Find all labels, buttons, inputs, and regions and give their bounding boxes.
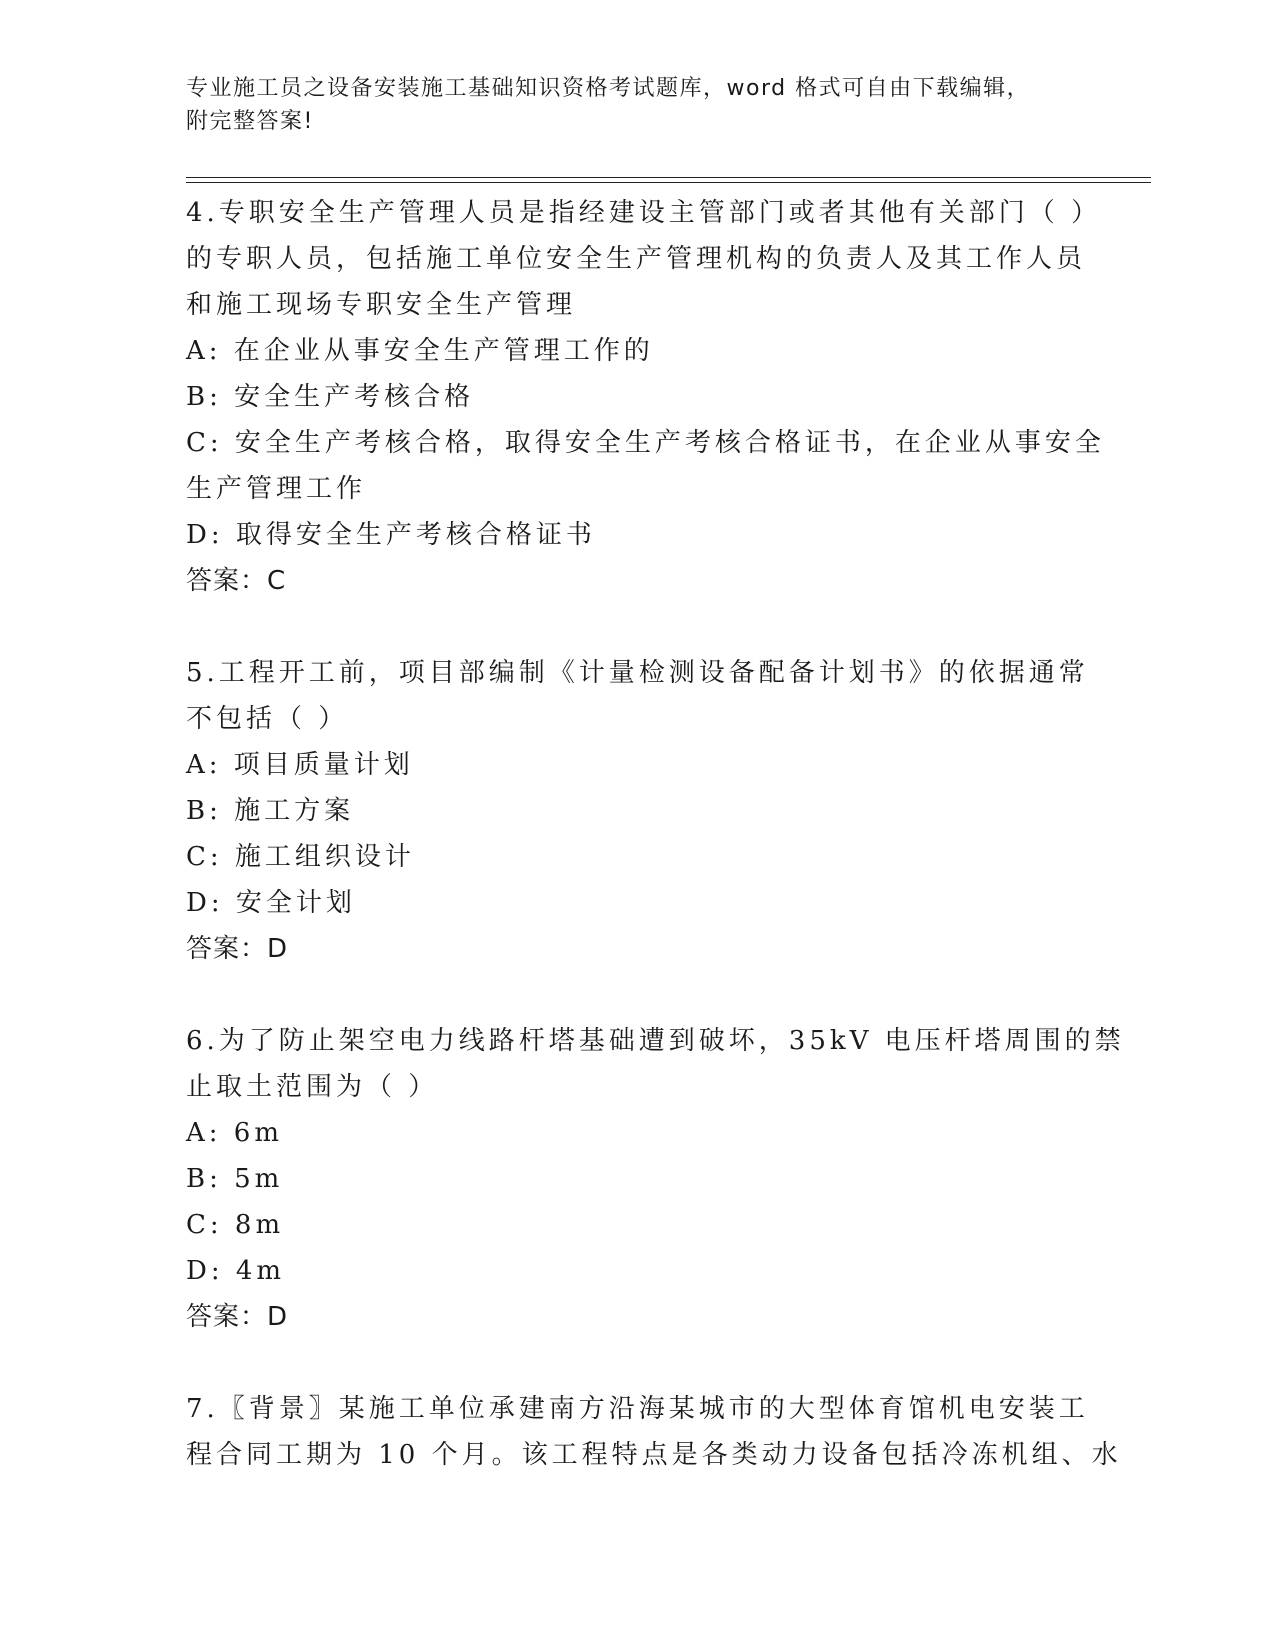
question-stem-line: 7.〖背景〗某施工单位承建南方沿海某城市的大型体育馆机电安装工 (186, 1394, 1089, 1424)
spacer (186, 1340, 1066, 1386)
option-a: A: 项目质量计划 (186, 750, 414, 780)
question-6 (186, 1018, 1125, 1340)
question-4 (186, 190, 1105, 604)
document-header (186, 72, 1066, 138)
option-c: C: 安全生产考核合格，取得安全生产考核合格证书，在企业从事安全 (186, 428, 1105, 458)
header-line-1: 专业施工员之设备安装施工基础知识资格考试题库，word 格式可自由下载编辑， (186, 76, 1031, 101)
question-5 (186, 650, 1089, 972)
option-b: B: 安全生产考核合格 (186, 382, 475, 412)
question-stem-line: 4.专职安全生产管理人员是指经建设主管部门或者其他有关部门（ ） (186, 198, 1102, 228)
question-stem-line: 和施工现场专职安全生产管理 (186, 290, 577, 320)
answer-label: 答案：D (186, 1302, 289, 1332)
option-c-continued: 生产管理工作 (186, 474, 367, 504)
option-c: C: 8m (186, 1210, 285, 1240)
question-stem-line: 5.工程开工前，项目部编制《计量检测设备配备计划书》的依据通常 (186, 658, 1089, 688)
option-b: B: 施工方案 (186, 796, 355, 826)
spacer (186, 972, 1066, 1018)
option-c: C: 施工组织设计 (186, 842, 415, 872)
answer-label: 答案：C (186, 566, 287, 596)
answer-label: 答案：D (186, 934, 289, 964)
option-d: D: 安全计划 (186, 888, 356, 918)
option-d: D: 4m (186, 1256, 286, 1286)
question-7 (186, 1386, 1122, 1478)
question-stem-line: 程合同工期为 10 个月。该工程特点是各类动力设备包括冷冻机组、水 (186, 1440, 1122, 1470)
header-line-2: 附完整答案! (186, 109, 314, 134)
question-list (186, 190, 1125, 1478)
option-a: A: 6m (186, 1118, 283, 1148)
question-stem-line: 止取土范围为（ ） (186, 1072, 439, 1102)
header-divider-top (186, 177, 1151, 178)
question-stem-line: 不包括（ ） (186, 704, 349, 734)
option-b: B: 5m (186, 1164, 284, 1194)
option-a: A: 在企业从事安全生产管理工作的 (186, 336, 654, 366)
spacer (186, 604, 1066, 650)
question-stem-line: 6.为了防止架空电力线路杆塔基础遭到破坏，35kV 电压杆塔周围的禁 (186, 1026, 1125, 1056)
question-stem-line: 的专职人员，包括施工单位安全生产管理机构的负责人及其工作人员 (186, 244, 1087, 274)
option-d: D: 取得安全生产考核合格证书 (186, 520, 596, 550)
header-divider-bottom (186, 182, 1151, 183)
